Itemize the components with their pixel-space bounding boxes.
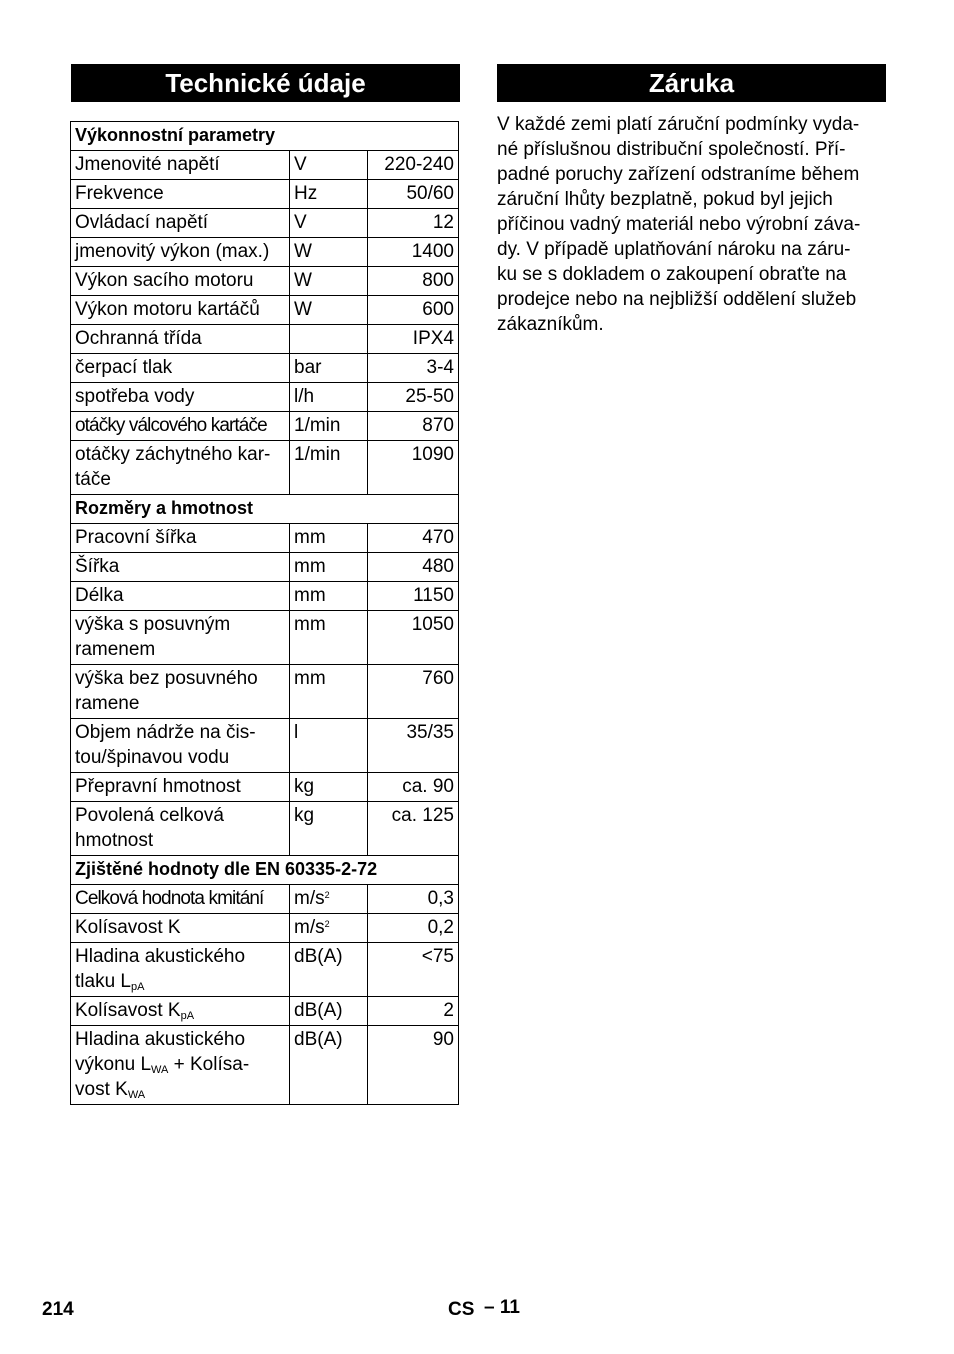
row-label: Pracovní šířka <box>71 524 290 553</box>
row-unit: mm <box>290 524 368 553</box>
row-label: Výkon sacího motoru <box>71 267 290 296</box>
unit-text: m/s <box>294 917 325 938</box>
table-row <box>71 524 459 553</box>
row-label-line: Hladina akustického <box>75 946 246 967</box>
row-unit: Hz <box>290 180 368 209</box>
unit-superscript: 2 <box>324 890 330 900</box>
row-unit: 1/min <box>290 412 368 441</box>
label-subscript: pA <box>130 981 145 993</box>
row-label-line: výkonu L <box>75 1054 152 1075</box>
row-label: čerpací tlak <box>71 354 290 383</box>
label-subscript: WA <box>151 1064 169 1076</box>
warranty-line: dy. V případě uplatňování nároku na záru- <box>497 239 851 260</box>
row-label <box>71 997 290 1026</box>
row-value: 1150 <box>368 582 459 611</box>
section-page-number: – 11 <box>484 1297 520 1318</box>
row-unit: V <box>290 209 368 238</box>
table-row <box>71 665 459 719</box>
row-unit: W <box>290 296 368 325</box>
row-unit: dB(A) <box>290 1026 368 1105</box>
row-label: Ochranná třída <box>71 325 290 354</box>
row-label: Přepravní hmotnost <box>71 773 290 802</box>
row-label-line: ramene <box>75 693 140 714</box>
warranty-line: záruční lhůty bezplatně, pokud byl jejich <box>497 189 833 210</box>
row-unit: l/h <box>290 383 368 412</box>
row-value: <75 <box>368 943 459 997</box>
table-row <box>71 441 459 495</box>
unit-text: m/s <box>294 888 325 909</box>
row-label-line: tou/špinavou vodu <box>75 747 230 768</box>
table-row <box>71 611 459 665</box>
row-label-line: Hladina akustického <box>75 1029 246 1050</box>
row-unit: 1/min <box>290 441 368 495</box>
warranty-line: ku se s dokladem o zakoupení obraťte na <box>497 264 847 285</box>
table-row <box>71 802 459 856</box>
row-value: 1050 <box>368 611 459 665</box>
table-row <box>71 412 459 441</box>
row-unit: mm <box>290 582 368 611</box>
row-value: 870 <box>368 412 459 441</box>
row-label: jmenovitý výkon (max.) <box>71 238 290 267</box>
row-unit: W <box>290 238 368 267</box>
warranty-line: padné poruchy zařízení odstraníme během <box>497 164 860 185</box>
table-row <box>71 719 459 773</box>
row-unit <box>290 885 368 914</box>
row-value: 35/35 <box>368 719 459 773</box>
table-row <box>71 209 459 238</box>
technical-data-heading: Technické údaje <box>71 64 460 102</box>
row-value: 470 <box>368 524 459 553</box>
page-number: 214 <box>42 1299 74 1320</box>
row-value: 760 <box>368 665 459 719</box>
row-label <box>71 441 290 495</box>
table-row <box>71 997 459 1026</box>
warranty-text <box>497 112 889 337</box>
row-value: IPX4 <box>368 325 459 354</box>
warranty-line: zákazníkům. <box>497 314 604 335</box>
row-value: 0,2 <box>368 914 459 943</box>
row-label: otáčky válcového kartáče <box>71 412 290 441</box>
dimensions-section-header: Rozměry a hmotnost <box>71 495 459 524</box>
row-value: 0,3 <box>368 885 459 914</box>
table-row <box>71 296 459 325</box>
row-label: Ovládací napětí <box>71 209 290 238</box>
row-value: 220-240 <box>368 151 459 180</box>
technical-data-table <box>70 121 459 1105</box>
row-unit: kg <box>290 773 368 802</box>
row-label <box>71 719 290 773</box>
row-value: ca. 90 <box>368 773 459 802</box>
row-unit <box>290 914 368 943</box>
row-unit: bar <box>290 354 368 383</box>
row-label: Kolísavost K <box>71 914 290 943</box>
table-row <box>71 383 459 412</box>
row-unit <box>290 325 368 354</box>
table-row <box>71 325 459 354</box>
warranty-line: V každé zemi platí záruční podmínky vyda- <box>497 114 860 135</box>
row-label-line: tlaku L <box>75 971 131 992</box>
row-value: 3-4 <box>368 354 459 383</box>
row-unit: V <box>290 151 368 180</box>
row-label: Jmenovité napětí <box>71 151 290 180</box>
row-value: 480 <box>368 553 459 582</box>
row-value: 25-50 <box>368 383 459 412</box>
warranty-line: né příslušnou distribuční společností. Pří- <box>497 139 846 160</box>
row-unit: l <box>290 719 368 773</box>
measured-values-section-header: Zjištěné hodnoty dle EN 60335-2-72 <box>71 856 459 885</box>
row-label-line: otáčky záchytného kar- <box>75 444 271 465</box>
table-row <box>71 238 459 267</box>
row-unit: dB(A) <box>290 997 368 1026</box>
row-unit: dB(A) <box>290 943 368 997</box>
row-label: Výkon motoru kartáčů <box>71 296 290 325</box>
row-value: 90 <box>368 1026 459 1105</box>
table-row <box>71 1026 459 1105</box>
warranty-line: příčinou vadný materiál nebo výrobní záva- <box>497 214 861 235</box>
row-value: 600 <box>368 296 459 325</box>
table-row <box>71 354 459 383</box>
row-value: 2 <box>368 997 459 1026</box>
table-row <box>71 180 459 209</box>
label-subscript: WA <box>127 1089 146 1101</box>
row-value: 50/60 <box>368 180 459 209</box>
warranty-heading: Záruka <box>497 64 886 102</box>
row-unit: kg <box>290 802 368 856</box>
row-label-line: výška s posuvným <box>75 614 231 635</box>
row-value: 12 <box>368 209 459 238</box>
row-label <box>71 802 290 856</box>
row-label <box>71 665 290 719</box>
table-row <box>71 773 459 802</box>
row-label-line: výška bez posuvného <box>75 668 258 689</box>
row-unit: mm <box>290 553 368 582</box>
row-label: Délka <box>71 582 290 611</box>
warranty-line: prodejce nebo na nejbližší oddělení služeb <box>497 289 857 310</box>
label-subscript: pA <box>180 1010 195 1022</box>
table-section-row <box>71 495 459 524</box>
row-unit: mm <box>290 665 368 719</box>
performance-section-header: Výkonnostní parametry <box>71 122 459 151</box>
row-label-line: Objem nádrže na čis- <box>75 722 256 743</box>
row-label: Frekvence <box>71 180 290 209</box>
row-label <box>71 611 290 665</box>
row-label <box>71 943 290 997</box>
table-row <box>71 943 459 997</box>
row-label-line: hmotnost <box>75 830 154 851</box>
row-label-line: vost K <box>75 1079 128 1100</box>
row-unit: W <box>290 267 368 296</box>
row-label: spotřeba vody <box>71 383 290 412</box>
row-value: 1090 <box>368 441 459 495</box>
unit-superscript: 2 <box>324 919 330 929</box>
row-label-line: ramenem <box>75 639 156 660</box>
table-row <box>71 267 459 296</box>
table-section-row <box>71 122 459 151</box>
table-row <box>71 553 459 582</box>
row-label: Šířka <box>71 553 290 582</box>
row-label <box>71 1026 290 1105</box>
table-row <box>71 582 459 611</box>
table-section-row <box>71 856 459 885</box>
row-label-line: táče <box>75 469 111 490</box>
table-row <box>71 885 459 914</box>
row-label-line: + Kolísa- <box>168 1054 250 1075</box>
table-row <box>71 914 459 943</box>
row-value: 1400 <box>368 238 459 267</box>
row-label-text: Kolísavost K <box>75 1000 181 1021</box>
row-unit: mm <box>290 611 368 665</box>
table-row <box>71 151 459 180</box>
language-code: CS <box>448 1299 475 1320</box>
row-label: Celková hodnota kmitání <box>71 885 290 914</box>
row-value: 800 <box>368 267 459 296</box>
row-label-line: Povolená celková <box>75 805 224 826</box>
row-value: ca. 125 <box>368 802 459 856</box>
